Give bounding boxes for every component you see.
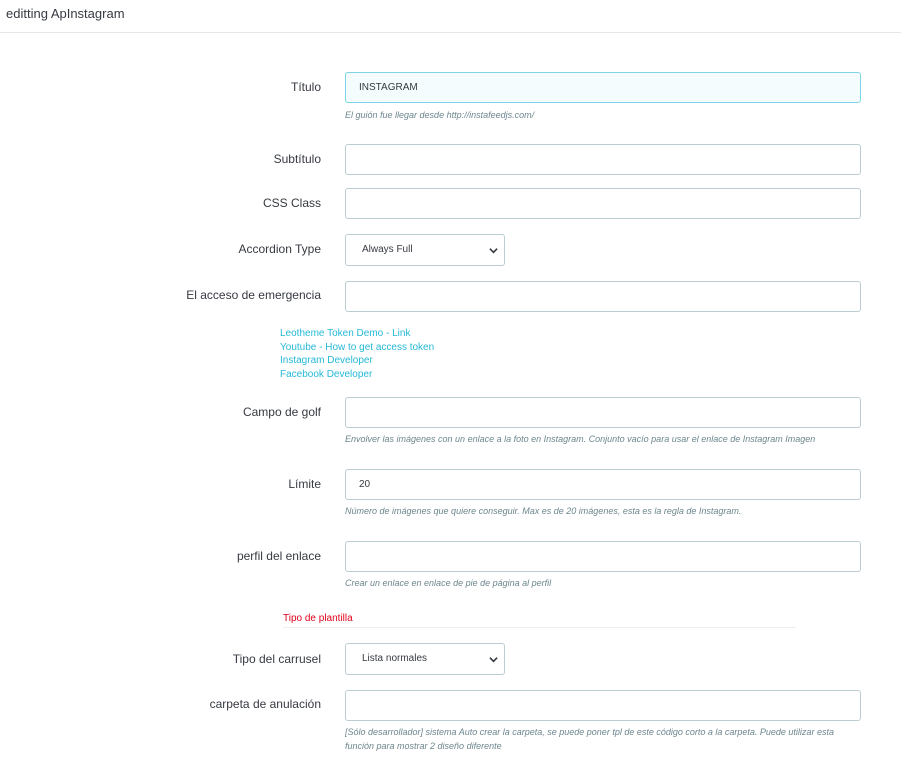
carpeta-anulacion-input[interactable] — [345, 690, 861, 721]
titulo-input[interactable]: INSTAGRAM — [345, 72, 861, 103]
section-title: Tipo de plantilla — [283, 613, 353, 624]
token-link[interactable]: Link — [392, 328, 411, 339]
perfil-enlace-input[interactable] — [345, 541, 861, 572]
titulo-label: Título — [290, 80, 321, 94]
instagram-dev-line — [280, 354, 434, 368]
chevron-down-icon — [489, 246, 498, 255]
token-demo-line — [280, 327, 434, 341]
accordion-type-label: Accordion Type — [238, 242, 321, 256]
titulo-help: El guión fue llegar desde http://instafeedjs.com/ — [345, 110, 535, 120]
access-token-link[interactable]: How to get access token — [325, 341, 435, 353]
limite-label: Límite — [288, 477, 321, 491]
tipo-carrusel-value: Lista normales — [362, 653, 428, 664]
subtitulo-input[interactable] — [345, 144, 861, 175]
perfil-enlace-label: perfil del enlace — [236, 549, 321, 563]
campo-golf-label: Campo de golf — [242, 405, 321, 419]
emergency-access-label: El acceso de emergencia — [186, 288, 321, 302]
page-header — [0, 0, 901, 33]
carpeta-anulacion-help: [Sólo desarrollador] sistema Auto crear la carpeta, se puede poner tpl de este código corto a la carpeta. Puede utilizar esta función para mostrar 2 diseño diferente — [345, 727, 834, 751]
youtube-separator: - — [316, 341, 326, 353]
youtube-link[interactable]: Youtube — [280, 341, 317, 353]
tipo-carrusel-label: Tipo del carrusel — [232, 652, 321, 666]
section-divider — [283, 627, 796, 628]
accordion-type-select[interactable] — [345, 234, 505, 266]
perfil-enlace-help: Crear un enlace en enlace de pie de página al perfil — [345, 578, 552, 588]
campo-golf-help: Envolver las imágenes con un enlace a la foto en Instagram. Conjunto vacío para usar el enlace de Instagram Imagen — [345, 434, 816, 444]
token-demo-link[interactable]: Leotheme Token Demo — [280, 328, 384, 339]
limite-input[interactable]: 20 — [345, 469, 861, 500]
css-class-input[interactable] — [345, 188, 861, 219]
limite-help: Número de imágenes que quiere conseguir. Max es de 20 imágenes, esta es la regla de Instagram. — [345, 506, 742, 516]
facebook-developer-link[interactable]: Facebook Developer — [280, 369, 373, 381]
youtube-line — [280, 341, 434, 355]
token-separator: - — [383, 328, 393, 339]
campo-golf-input[interactable] — [345, 397, 861, 428]
chevron-down-icon — [489, 655, 498, 664]
facebook-dev-line — [280, 368, 434, 382]
emergency-access-input[interactable] — [345, 281, 861, 312]
subtitulo-label: Subtítulo — [273, 152, 321, 166]
carpeta-anulacion-label: carpeta de anulación — [209, 697, 321, 711]
page-title: editting ApInstagram — [6, 6, 125, 21]
help-links — [280, 327, 434, 382]
instagram-developer-link[interactable]: Instagram Developer — [280, 355, 373, 367]
tipo-carrusel-select[interactable] — [345, 643, 505, 675]
accordion-type-value: Always Full — [362, 244, 413, 255]
css-class-label: CSS Class — [262, 196, 321, 210]
